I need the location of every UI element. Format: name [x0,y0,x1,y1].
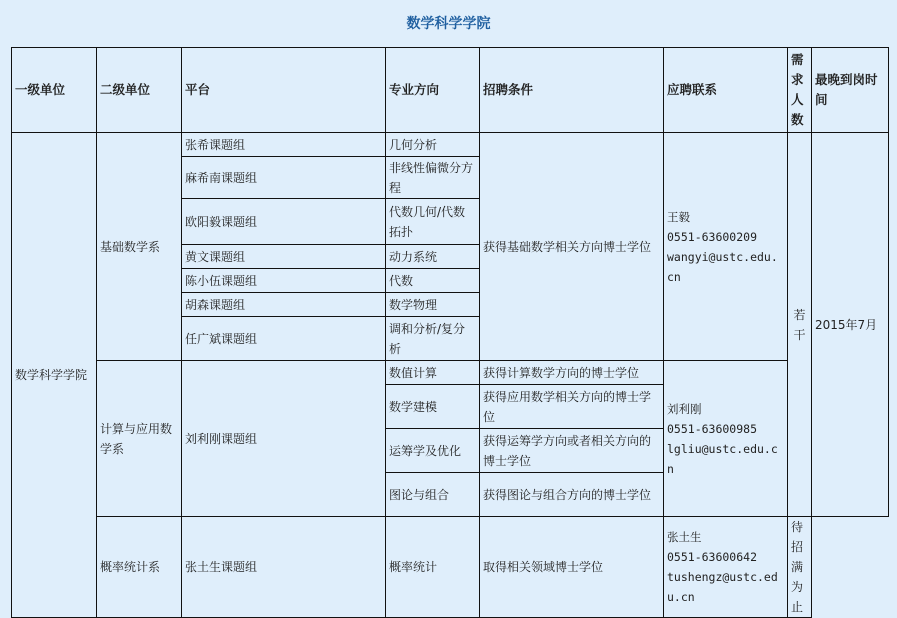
platform-cell: 胡森课题组 [182,293,386,317]
header-arrival-time: 最晚到岗时间 [812,48,889,133]
header-headcount: 需求人数 [788,48,812,133]
contact-cell [664,361,788,517]
arrival-cell: 2015年7月 [812,133,889,517]
platform-cell: 任广斌课题组 [182,317,386,361]
condition-cell: 获得图论与组合方向的博士学位 [480,473,664,517]
table-row [12,133,889,157]
contact-cell [664,133,788,361]
contact-name: 刘利刚 [667,401,702,416]
arrival-cell: 待招满为止 [788,517,812,618]
contact-name: 王毅 [667,209,690,224]
platform-cell: 陈小伍课题组 [182,269,386,293]
contact-phone: 0551-63600985 [667,421,758,436]
direction-cell: 代数 [386,269,480,293]
contact-name: 张土生 [667,530,702,544]
direction-cell: 几何分析 [386,133,480,157]
header-direction: 专业方向 [386,48,480,133]
direction-cell: 非线性偏微分方程 [386,157,480,199]
header-row [12,48,889,133]
platform-cell: 欧阳毅课题组 [182,199,386,245]
direction-cell: 数值计算 [386,361,480,385]
contact-cell [664,517,788,618]
level2-unit-cell: 计算与应用数学系 [97,361,182,517]
recruitment-table [11,47,889,618]
table-row [12,517,889,618]
condition-cell: 获得运筹学方向或者相关方向的博士学位 [480,429,664,473]
header-contact: 应聘联系 [664,48,788,133]
platform-cell: 黄文课题组 [182,245,386,269]
direction-cell: 数学建模 [386,385,480,429]
direction-cell: 调和分析/复分析 [386,317,480,361]
direction-cell: 动力系统 [386,245,480,269]
header-condition: 招聘条件 [480,48,664,133]
level1-unit-cell: 数学科学学院 [12,133,97,618]
level2-unit-cell: 概率统计系 [97,517,182,618]
header-level2-unit: 二级单位 [97,48,182,133]
platform-cell: 张土生课题组 [182,517,386,618]
header-platform: 平台 [182,48,386,133]
direction-cell: 数学物理 [386,293,480,317]
condition-cell: 获得基础数学相关方向博士学位 [480,133,664,361]
direction-cell: 运筹学及优化 [386,429,480,473]
page-title: 数学科学学院 [406,16,491,32]
condition-cell: 获得应用数学相关方向的博士学位 [480,385,664,429]
contact-phone: 0551-63600642 [667,550,758,564]
condition-cell: 取得相关领域博士学位 [480,517,664,618]
headcount-cell: 若干 [788,133,812,517]
direction-cell: 概率统计 [386,517,480,618]
contact-email: wangyi@ustc.edu.cn [667,249,778,284]
platform-cell: 张希课题组 [182,133,386,157]
platform-cell: 刘利刚课题组 [182,361,386,517]
platform-cell: 麻希南课题组 [182,157,386,199]
level2-unit-cell: 基础数学系 [97,133,182,361]
contact-email: tushengz@ustc.edu.cn [667,570,778,604]
direction-cell: 代数几何/代数拓扑 [386,199,480,245]
table-row [12,361,889,385]
contact-email: lgliu@ustc.edu.cn [667,441,778,476]
contact-phone: 0551-63600209 [667,229,758,244]
direction-cell: 图论与组合 [386,473,480,517]
header-level1-unit: 一级单位 [12,48,97,133]
condition-cell: 获得计算数学方向的博士学位 [480,361,664,385]
